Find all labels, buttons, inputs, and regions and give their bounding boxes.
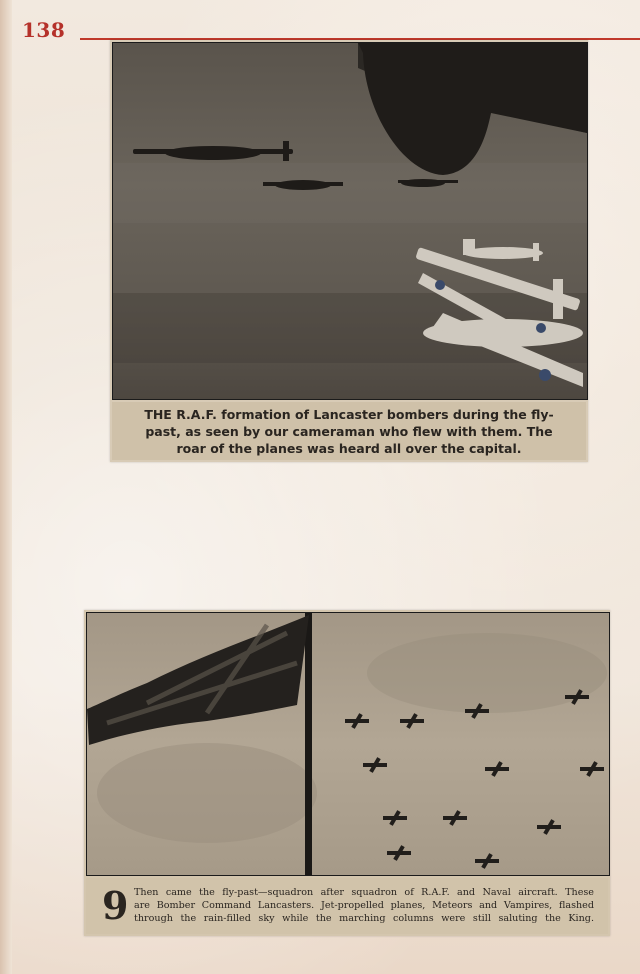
caption-line: are Bomber Command Lancasters. Jet-propelled planes, Meteors and Vampires, flashed (134, 900, 594, 911)
caption-line: Then came the fly-past—squadron after squadron of R.A.F. and Naval aircraft. These (134, 887, 594, 898)
page-number: 138 (22, 18, 66, 42)
lancaster-formation-photo (112, 42, 588, 400)
caption-number: 9 (102, 883, 129, 928)
flag-and-flypast-photo (86, 612, 610, 876)
caption-line: through the rain-filled sky while the marching columns were still saluting the King. (134, 913, 594, 924)
top-photo-caption (112, 402, 586, 460)
bottom-photo-caption (86, 878, 608, 934)
page-edge (0, 0, 12, 974)
caption-line: past, as seen by our cameraman who flew with them. The (145, 423, 553, 439)
caption-line: THE R.A.F. formation of Lancaster bombers during the fly- (144, 406, 554, 422)
caption-text (134, 886, 594, 925)
caption-line: roar of the planes was heard all over the capital. (176, 440, 522, 456)
